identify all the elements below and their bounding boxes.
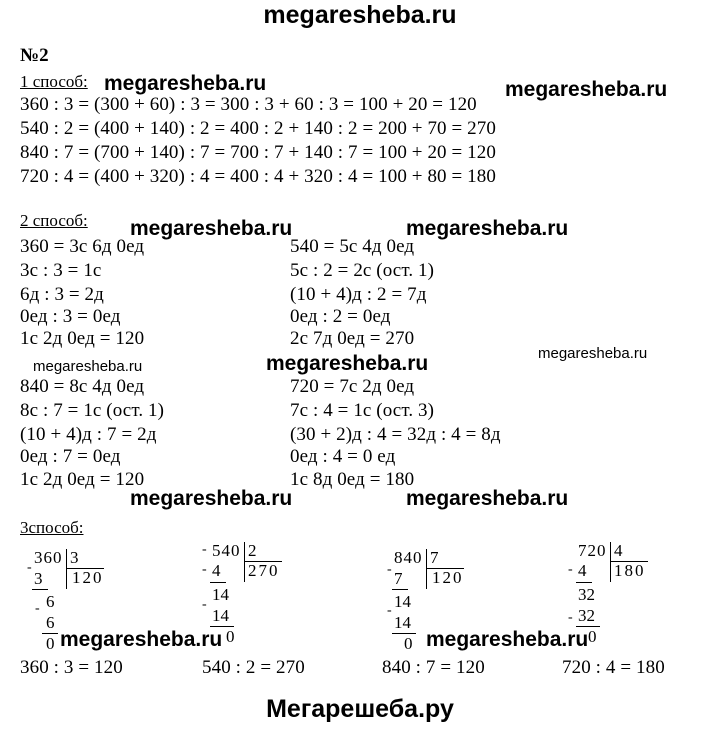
watermark: megaresheba.ru	[406, 217, 569, 240]
method2-line: 0ед : 4 = 0 ед	[290, 446, 396, 467]
header-watermark: megaresheba.ru	[263, 1, 457, 29]
minus-sign: -	[35, 601, 40, 616]
minus-sign: -	[202, 597, 207, 612]
division-divisor: 4	[614, 541, 623, 560]
minus-sign: -	[202, 562, 207, 577]
division-step: 0	[226, 627, 235, 646]
method2-line: (30 + 2)д : 4 = 32д : 4 = 8д	[290, 424, 501, 445]
watermark: megaresheba.ru	[426, 628, 589, 651]
minus-sign: -	[387, 562, 392, 577]
division-step: 32	[578, 606, 595, 625]
method1-heading: 1 способ:	[20, 72, 88, 91]
method1-line: 360 : 3 = (300 + 60) : 3 = 300 : 3 + 60 : 3 = 100 + 20 = 120	[20, 94, 477, 115]
method2-line: 0ед : 2 = 0ед	[290, 306, 391, 327]
method2-heading: 2 способ:	[20, 211, 88, 230]
method2-line: 5с : 2 = 2с (ост. 1)	[290, 260, 435, 281]
method2-line: 1с 8д 0ед = 180	[290, 469, 415, 490]
method2-line: 0ед : 3 = 0ед	[20, 306, 121, 327]
division-quotient: 120	[72, 568, 104, 587]
method1-line: 840 : 7 = (700 + 140) : 7 = 700 : 7 + 140 : 7 = 100 + 20 = 120	[20, 142, 496, 163]
division-result: 360 : 3 = 120	[20, 657, 123, 678]
minus-sign: -	[27, 560, 32, 575]
method2-line: 2с 7д 0ед = 270	[290, 328, 415, 349]
method2-line: 8с : 7 = 1с (ост. 1)	[20, 400, 165, 421]
division-step: 14	[394, 613, 411, 632]
minus-sign: -	[568, 610, 573, 625]
watermark: megaresheba.ru	[266, 352, 429, 375]
division-step: 3	[34, 569, 43, 588]
division-divisor: 3	[70, 548, 79, 567]
division-step: 0	[404, 634, 413, 653]
division-step: 4	[578, 561, 587, 580]
division-dividend: 840	[394, 548, 423, 567]
division-dividend: 720	[578, 541, 607, 560]
watermark: megaresheba.ru	[104, 72, 267, 95]
method2-line: 540 = 5с 4д 0ед	[290, 236, 415, 257]
watermark: megaresheba.ru	[505, 78, 668, 101]
division-step: 14	[212, 606, 229, 625]
method1-line: 540 : 2 = (400 + 140) : 2 = 400 : 2 + 140 : 2 = 200 + 70 = 270	[20, 118, 496, 139]
watermark: megaresheba.ru	[33, 358, 143, 375]
method1-line: 720 : 4 = (400 + 320) : 4 = 400 : 4 + 320 : 4 = 100 + 80 = 180	[20, 166, 496, 187]
division-divisor: 2	[248, 541, 257, 560]
division-quotient: 270	[248, 561, 280, 580]
method2-line: 840 = 8с 4д 0ед	[20, 376, 145, 397]
division-quotient: 180	[614, 561, 646, 580]
footer-watermark: Мегарешеба.ру	[266, 695, 454, 723]
division-step: 14	[394, 592, 411, 611]
method2-line: 1с 2д 0ед = 120	[20, 328, 145, 349]
watermark: megaresheba.ru	[130, 487, 293, 510]
division-step: 32	[578, 585, 595, 604]
division-step: 6	[46, 613, 55, 632]
division-quotient: 120	[432, 568, 464, 587]
division-step: 7	[394, 569, 403, 588]
division-result: 840 : 7 = 120	[382, 657, 485, 678]
method2-line: (10 + 4)д : 7 = 2д	[20, 424, 157, 445]
division-step: 14	[212, 585, 229, 604]
division-dividend: 360	[34, 548, 63, 567]
method2-line: 7с : 4 = 1с (ост. 3)	[290, 400, 435, 421]
division-step: 4	[212, 561, 221, 580]
division-step: 0	[588, 627, 597, 646]
task-number: №2	[20, 45, 49, 66]
method2-line: 3с : 3 = 1с	[20, 260, 102, 281]
method2-line: 1с 2д 0ед = 120	[20, 469, 145, 490]
minus-sign: -	[202, 542, 207, 557]
division-divisor: 7	[430, 548, 439, 567]
division-step: 6	[46, 592, 55, 611]
division-step: 0	[46, 634, 55, 653]
watermark: megaresheba.ru	[130, 217, 293, 240]
method2-line: 6д : 3 = 2д	[20, 284, 104, 305]
method3-heading: 3способ:	[20, 518, 84, 537]
method2-line: 360 = 3с 6д 0ед	[20, 236, 145, 257]
watermark: megaresheba.ru	[60, 628, 223, 651]
method2-line: (10 + 4)д : 2 = 7д	[290, 284, 427, 305]
watermark: megaresheba.ru	[538, 345, 648, 362]
minus-sign: -	[568, 562, 573, 577]
division-result: 540 : 2 = 270	[202, 657, 305, 678]
method2-line: 720 = 7с 2д 0ед	[290, 376, 415, 397]
watermark: megaresheba.ru	[406, 487, 569, 510]
method2-line: 0ед : 7 = 0ед	[20, 446, 121, 467]
division-dividend: 540	[212, 541, 241, 560]
minus-sign: -	[387, 603, 392, 618]
division-result: 720 : 4 = 180	[562, 657, 665, 678]
